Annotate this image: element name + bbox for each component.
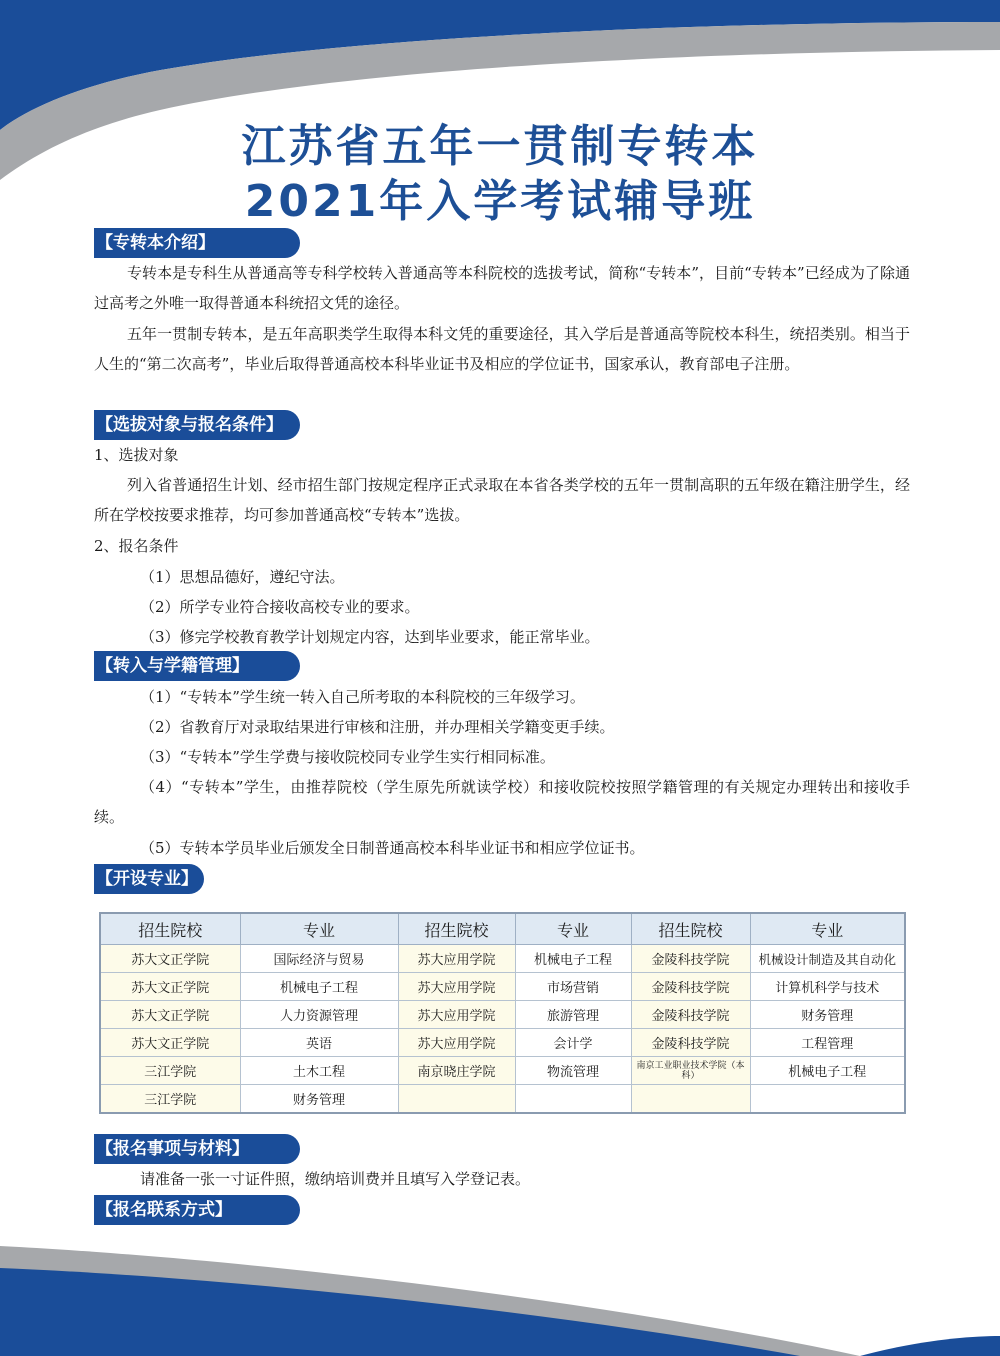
section-header-majors: 【开设专业】 <box>94 864 204 894</box>
major-cell: 土木工程 <box>240 1057 398 1085</box>
bottom-right-strip <box>860 1336 1000 1356</box>
major-cell: 英语 <box>240 1029 398 1057</box>
major-cell: 机械电子工程 <box>515 945 631 973</box>
transfer-item-4: （4）“专转本”学生，由推荐院校（学生原先所就读学校）和接收院校按照学籍管理的有关规定办理转出和接收手续。 <box>94 778 910 826</box>
school-cell: 苏大应用学院 <box>398 1029 515 1057</box>
major-cell: 会计学 <box>515 1029 631 1057</box>
school-cell: 苏大应用学院 <box>398 973 515 1001</box>
column-header-school: 招生院校 <box>398 913 515 945</box>
table-row <box>100 1029 905 1057</box>
page-title: 江苏省五年一贯制专转本 <box>241 121 759 172</box>
major-cell: 旅游管理 <box>515 1001 631 1029</box>
major-cell: 机械电子工程 <box>750 1057 905 1085</box>
school-cell <box>631 1085 750 1114</box>
table-row <box>100 973 905 1001</box>
majors-table <box>99 912 906 1114</box>
eligibility-subheading-2: 2、报名条件 <box>94 537 179 555</box>
column-header-school: 招生院校 <box>100 913 240 945</box>
school-cell: 南京工业职业技术学院（本科） <box>631 1057 750 1085</box>
major-cell: 财务管理 <box>240 1085 398 1114</box>
major-cell: 机械设计制造及其自动化 <box>750 945 905 973</box>
section-header-materials: 【报名事项与材料】 <box>94 1134 300 1164</box>
transfer-item-5: （5）专转本学员毕业后颁发全日制普通高校本科毕业证书和相应学位证书。 <box>140 839 645 857</box>
column-header-major: 专业 <box>515 913 631 945</box>
major-cell <box>750 1085 905 1114</box>
school-cell: 苏大应用学院 <box>398 1001 515 1029</box>
major-cell: 机械电子工程 <box>240 973 398 1001</box>
condition-item-3: （3）修完学校教育教学计划规定内容，达到毕业要求，能正常毕业。 <box>140 628 600 646</box>
school-cell: 金陵科技学院 <box>631 1029 750 1057</box>
school-cell: 金陵科技学院 <box>631 973 750 1001</box>
table-row <box>100 1085 905 1114</box>
intro-paragraph-1: 专转本是专科生从普通高等专科学校转入普通高等本科院校的选拔考试，简称“专转本”，目前“专转本”已经成为了除通过高考之外唯一取得普通本科统招文凭的途径。 <box>94 264 910 312</box>
school-cell: 苏大文正学院 <box>100 1001 240 1029</box>
major-cell: 人力资源管理 <box>240 1001 398 1029</box>
page-subtitle: 2021年入学考试辅导班 <box>244 176 756 227</box>
major-cell <box>515 1085 631 1114</box>
school-cell: 金陵科技学院 <box>631 945 750 973</box>
intro-paragraph-2: 五年一贯制专转本，是五年高职类学生取得本科文凭的重要途径，其入学后是普通高等院校本科生，统招类别。相当于人生的“第二次高考”，毕业后取得普通高校本科毕业证书及相应的学位证书，国家承认，教育部电子注册。 <box>94 325 910 373</box>
transfer-item-1: （1）“专转本”学生统一转入自己所考取的本科院校的三年级学习。 <box>140 688 585 706</box>
table-row <box>100 945 905 973</box>
eligibility-subheading-1: 1、选拔对象 <box>94 446 179 464</box>
section-header-eligibility: 【选拔对象与报名条件】 <box>94 410 300 440</box>
school-cell: 苏大文正学院 <box>100 973 240 1001</box>
column-header-major: 专业 <box>750 913 905 945</box>
column-header-school: 招生院校 <box>631 913 750 945</box>
table-header-row <box>100 913 905 945</box>
school-cell: 苏大文正学院 <box>100 945 240 973</box>
transfer-item-3: （3）“专转本”学生学费与接收院校同专业学生实行相同标准。 <box>140 748 555 766</box>
school-cell: 三江学院 <box>100 1085 240 1114</box>
school-cell: 金陵科技学院 <box>631 1001 750 1029</box>
eligibility-paragraph: 列入省普通招生计划、经市招生部门按规定程序正式录取在本省各类学校的五年一贯制高职的五年级在籍注册学生，经所在学校按要求推荐，均可参加普通高校“专转本”选拔。 <box>94 476 910 524</box>
condition-item-2: （2）所学专业符合接收高校专业的要求。 <box>140 598 420 616</box>
condition-item-1: （1）思想品德好，遵纪守法。 <box>140 568 345 586</box>
bottom-blue-band <box>0 1268 800 1356</box>
section-header-intro: 【专转本介绍】 <box>94 228 300 258</box>
major-cell: 物流管理 <box>515 1057 631 1085</box>
major-cell: 市场营销 <box>515 973 631 1001</box>
school-cell: 苏大文正学院 <box>100 1029 240 1057</box>
major-cell: 国际经济与贸易 <box>240 945 398 973</box>
section-header-transfer: 【转入与学籍管理】 <box>94 651 300 681</box>
transfer-item-2: （2）省教育厅对录取结果进行审核和注册，并办理相关学籍变更手续。 <box>140 718 615 736</box>
table-row <box>100 1001 905 1029</box>
major-cell: 工程管理 <box>750 1029 905 1057</box>
major-cell: 计算机科学与技术 <box>750 973 905 1001</box>
section-header-contact: 【报名联系方式】 <box>94 1195 300 1225</box>
school-cell: 苏大应用学院 <box>398 945 515 973</box>
materials-paragraph: 请准备一张一寸证件照，缴纳培训费并且填写入学登记表。 <box>140 1170 531 1188</box>
school-cell: 南京晓庄学院 <box>398 1057 515 1085</box>
major-cell: 财务管理 <box>750 1001 905 1029</box>
column-header-major: 专业 <box>240 913 398 945</box>
school-cell: 三江学院 <box>100 1057 240 1085</box>
table-row <box>100 1057 905 1085</box>
school-cell <box>398 1085 515 1114</box>
